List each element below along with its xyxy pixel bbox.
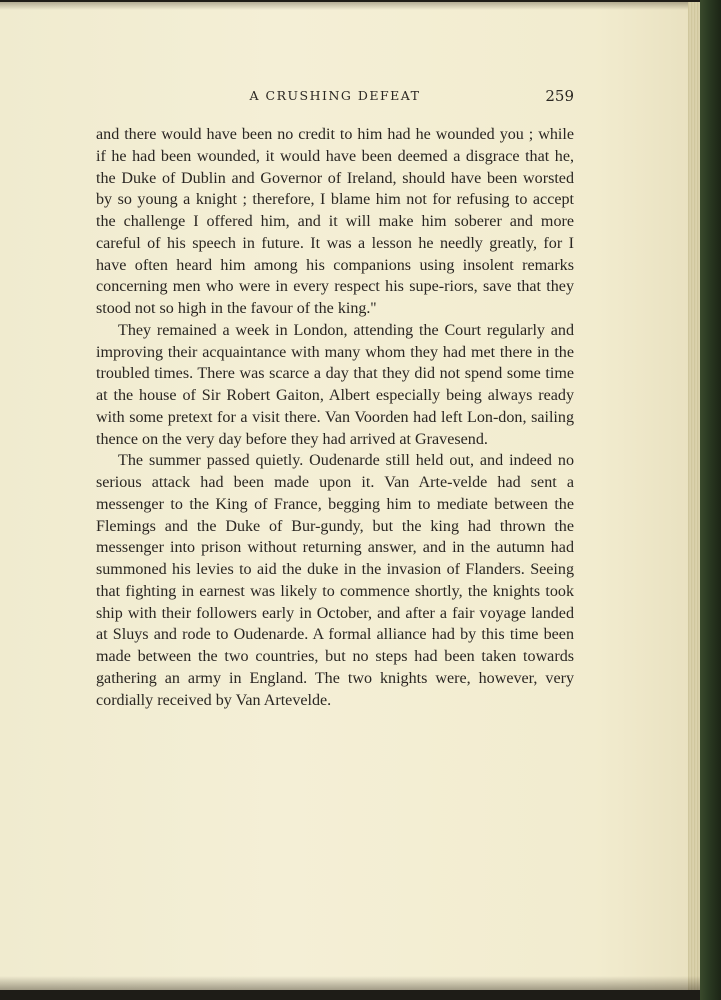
page-edges — [688, 2, 700, 990]
paragraph-2: They remained a week in London, attending the Court regularly and improving their acquaintance with many whom they had met there in the troubled times. There was scarce a day that they did not spend some time at the house of Sir Robert Gaiton, Albert especially being always ready with some pretext for a visit there. Van Voorden had left Lon-don, sailing thence on the very day before they had arrived at Gravesend. — [96, 321, 574, 448]
page-top-shadow — [0, 2, 700, 10]
book-page — [0, 2, 700, 990]
paragraph-1: and there would have been no credit to him had he wounded you ; while if he had been wounded, it would have been deemed a disgrace that he, the Duke of Dublin and Governor of Ireland, should have been worsted by so young a knight ; therefore, I blame him not for refusing to accept the challenge I offered him, and it will make him soberer and more careful of his speech in future. It was a lesson he needly greatly, for I have often heard him among his companions using insolent remarks concerning men who were in every respect his supe-riors, save that they stood not so high in the favour of the king.'' — [96, 126, 574, 317]
body-text — [96, 124, 574, 711]
page-number: 259 — [545, 87, 574, 105]
chapter-title: A CRUSHING DEFEAT — [249, 88, 421, 103]
page-bottom-shadow — [0, 976, 700, 990]
book-cover-edge — [700, 0, 721, 1000]
running-head — [96, 88, 574, 108]
paragraph-3: The summer passed quietly. Oudenarde still held out, and indeed no serious attack had been made upon it. Van Arte-velde had sent a messenger to the King of France, begging him to mediate between the Flemings and the Duke of Bur-gundy, but the king had thrown the messenger into prison without returning answer, and in the autumn had summoned his levies to aid the duke in the invasion of Flanders. Seeing that fighting in earnest was likely to commence shortly, the knights took ship with their followers early in October, and after a fair voyage landed at Sluys and rode to Oudenarde. A formal alliance had by this time been made between the two countries, but no steps had been taken towards gathering an army in England. The two knights were, however, very cordially received by Van Artevelde. — [96, 452, 574, 709]
